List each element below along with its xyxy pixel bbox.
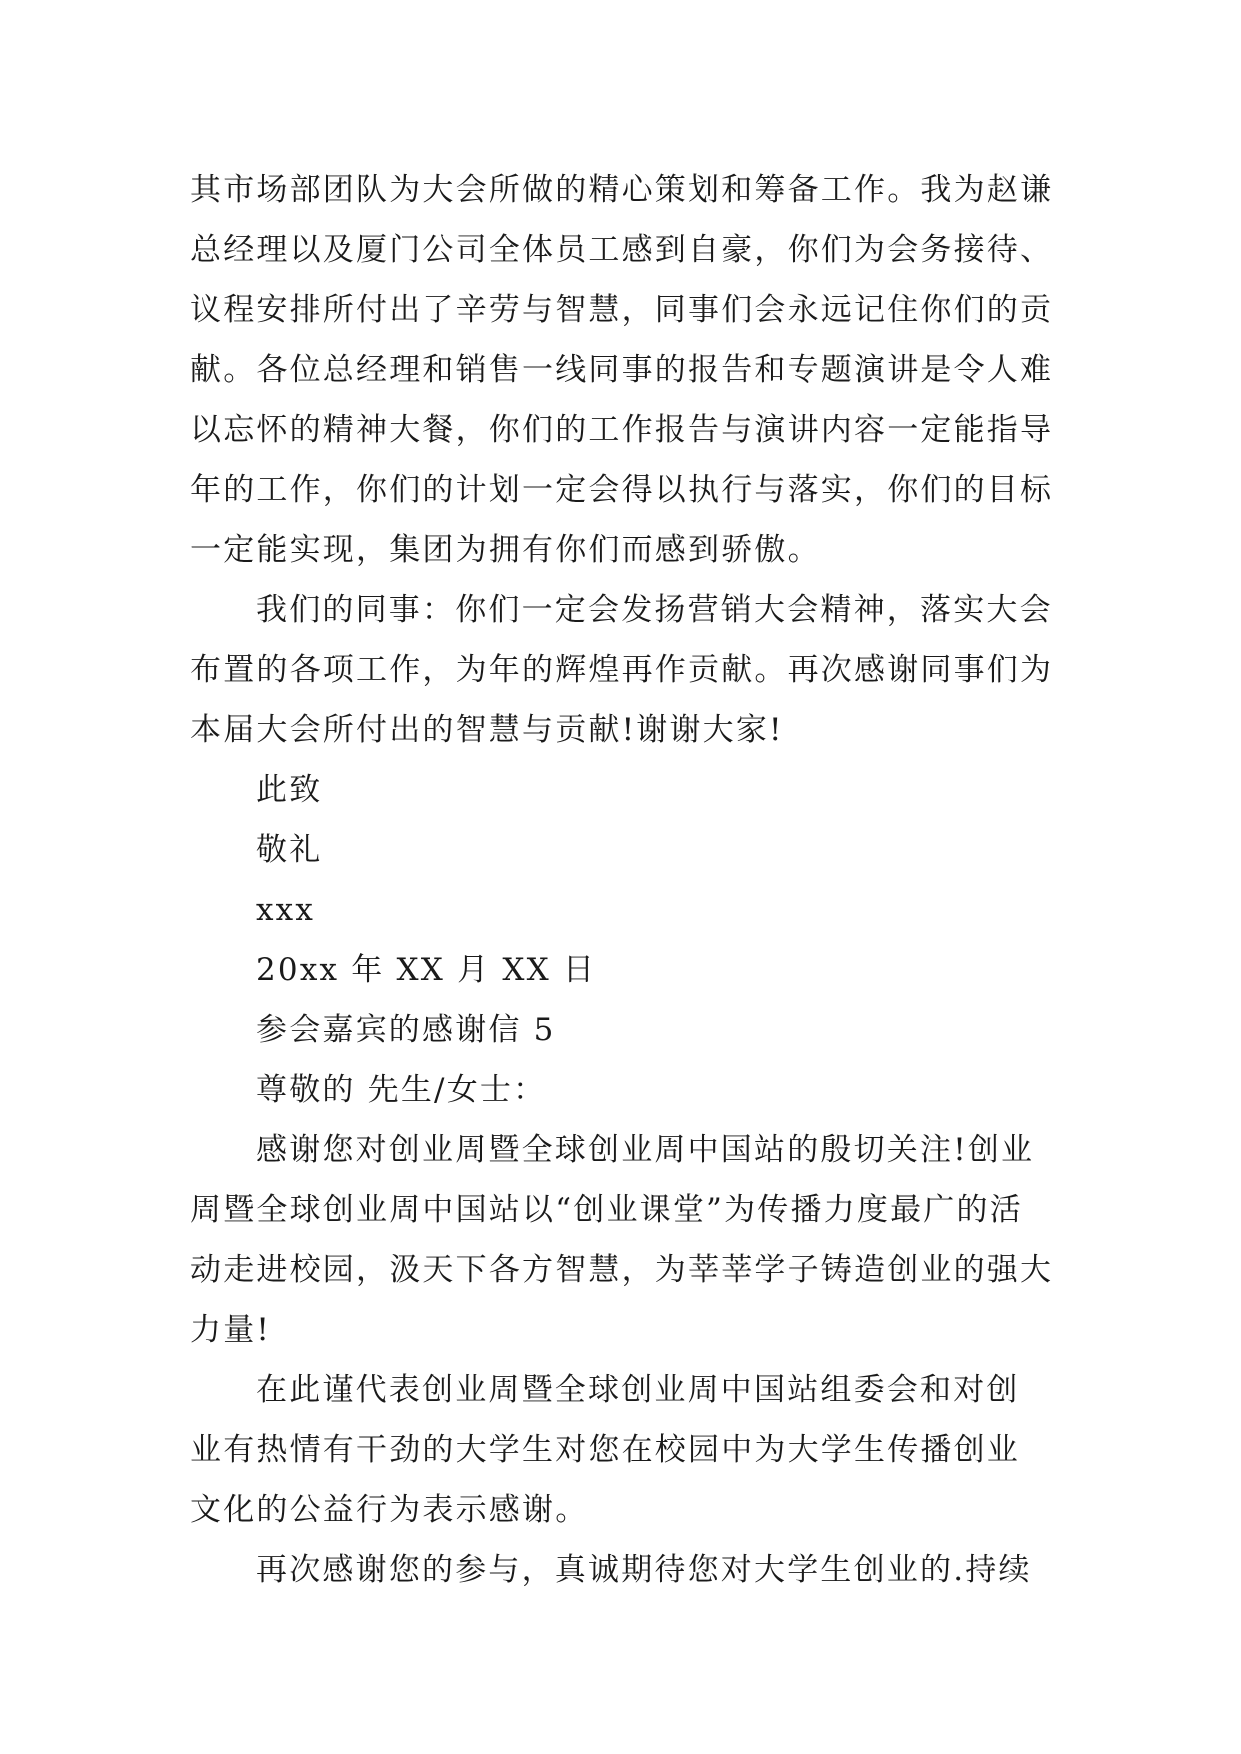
closing-salutation: 此致 — [256, 772, 323, 808]
text-line: 总经理以及厦门公司全体员工感到自豪，你们为会务接待、 — [190, 232, 1054, 268]
text-line: 文化的公益行为表示感谢。 — [190, 1492, 589, 1528]
text-line: 其市场部团队为大会所做的精心策划和筹备工作。我为赵谦 — [190, 172, 1054, 208]
text-line: 本届大会所付出的智慧与贡献!谢谢大家! — [190, 712, 784, 748]
section-title: 参会嘉宾的感谢信 5 — [256, 1012, 556, 1048]
text-line: 年的工作，你们的计划一定会得以执行与落实，你们的目标 — [190, 472, 1054, 508]
paragraph-start-line: 再次感谢您的参与，真诚期待您对大学生创业的.持续 — [256, 1552, 1032, 1588]
text-line: 一定能实现，集团为拥有你们而感到骄傲。 — [190, 532, 821, 568]
document-body — [190, 160, 1060, 1600]
text-line: 动走进校园，汲天下各方智慧，为莘莘学子铸造创业的强大 — [190, 1252, 1054, 1288]
signature-date: 20xx 年 XX 月 XX 日 — [256, 952, 597, 988]
paragraph-start-line: 感谢您对创业周暨全球创业周中国站的殷切关注!创业 — [256, 1132, 1035, 1168]
text-line: 业有热情有干劲的大学生对您在校园中为大学生传播创业 — [190, 1432, 1020, 1468]
text-line: 献。各位总经理和销售一线同事的报告和专题演讲是令人难 — [190, 352, 1054, 388]
greeting-line: 尊敬的 先生/女士： — [256, 1072, 547, 1108]
text-line: 以忘怀的精神大餐，你们的工作报告与演讲内容一定能指导 — [190, 412, 1054, 448]
text-line: 布置的各项工作，为年的辉煌再作贡献。再次感谢同事们为 — [190, 652, 1054, 688]
signature-name: xxx — [256, 892, 316, 928]
closing-salute: 敬礼 — [256, 832, 323, 868]
paragraph-start-line: 在此谨代表创业周暨全球创业周中国站组委会和对创 — [256, 1372, 1020, 1408]
text-line: 周暨全球创业周中国站以“创业课堂”为传播力度最广的活 — [190, 1192, 1023, 1228]
text-line: 议程安排所付出了辛劳与智慧，同事们会永远记住你们的贡 — [190, 292, 1054, 328]
paragraph-start-line: 我们的同事：你们一定会发扬营销大会精神，落实大会 — [256, 592, 1053, 628]
text-line: 力量! — [190, 1312, 272, 1348]
